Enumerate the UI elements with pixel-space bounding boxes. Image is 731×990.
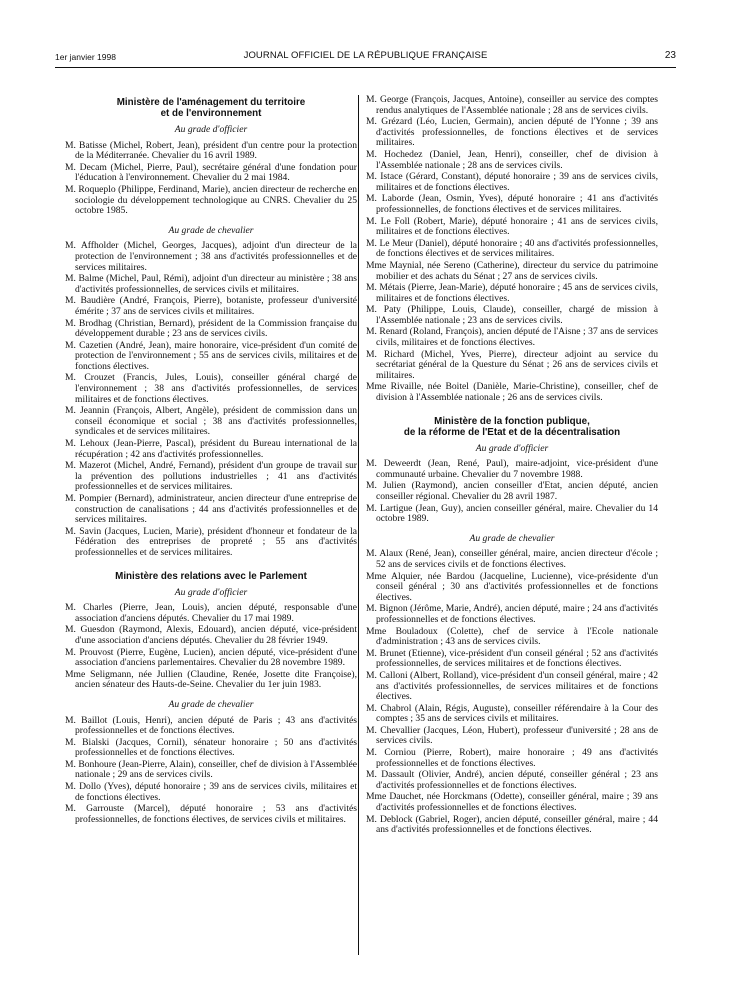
- nominee-entry: M. Dassault (Olivier, André), ancien député, conseiller général ; 23 ans d'activités professionnelles et de fonctions électives.: [366, 769, 658, 791]
- nominee-entry: M. Crouzet (Francis, Jules, Louis), conseiller général chargé de l'environnement ; 38 ans d'activités professionnelles, de services militaires et de fonctions électives.: [65, 372, 357, 405]
- entry-list: [65, 716, 357, 826]
- nominee-entry: M. Alaux (René, Jean), conseiller général, maire, ancien directeur d'école ; 52 ans de services civils et de fonctions électives.: [366, 548, 658, 570]
- nominee-entry: M. Jeannin (François, Albert, Angèle), président de commission dans un conseil économique et social ; 38 ans d'activités professionnelles, syndicales et de services militaires.: [65, 405, 357, 438]
- nominee-entry: M. Bignon (Jérôme, Marie, André), ancien député, maire ; 24 ans d'activités professionnelles et de fonctions électives.: [366, 603, 658, 625]
- grade-heading: Au grade de chevalier: [168, 698, 254, 710]
- nominee-entry: M. Pompier (Bernard), administrateur, ancien directeur d'une entreprise de construction de canalisations ; 44 ans d'activités professionnelles et de services militaires.: [65, 493, 357, 526]
- grade-heading: Au grade de chevalier: [469, 532, 555, 544]
- nominee-entry: M. Brodhag (Christian, Bernard), président de la Commission française du développement durable ; 23 ans de services civils.: [65, 317, 357, 340]
- nominee-entry: M. Laborde (Jean, Osmin, Yves), député honoraire ; 41 ans d'activités professionnelles, de fonctions électives et de services militaires.: [366, 193, 658, 215]
- nominee-entry: M. Calloni (Albert, Rolland), vice-président d'un conseil général, maire ; 42 ans d'activités professionnelles, de services militaires et de fonctions électives.: [366, 669, 658, 703]
- nominee-entry: M. Roqueplo (Philippe, Ferdinand, Marie), ancien directeur de recherche en sociologie du développement technologique au CNRS. Chevalier du 25 octobre 1985.: [65, 183, 357, 217]
- nominee-entry: Mme Rivaille, née Boitel (Danièle, Marie-Christine), conseiller, chef de division à l'Assemblée nationale ; 26 ans de services civils.: [366, 381, 658, 404]
- nominee-entry: M. Guesdon (Raymond, Alexis, Edouard), ancien député, vice-président d'une association d'anciens députés. Chevalier du 28 février 1949.: [65, 624, 357, 646]
- entry-list: [65, 241, 357, 558]
- nominee-entry: M. Savin (Jacques, Lucien, Marie), président d'honneur et fondateur de la Fédération des entreprises de propreté ; 55 ans d'activités professionnelles et de services militaires.: [65, 525, 357, 558]
- nominee-entry: M. Prouvost (Pierre, Eugène, Lucien), ancien député, vice-président d'une association d'anciens parlementaires. Chevalier du 28 novembre 1989.: [65, 646, 357, 669]
- nominee-entry: M. Brunet (Etienne), vice-président d'un conseil général ; 52 ans d'activités professionnelles, de services militaires et de fonctions électives.: [366, 647, 658, 670]
- nominee-entry: M. Garrouste (Marcel), député honoraire ; 53 ans d'activités professionnelles, de fonctions électives, de services civils et militaires.: [65, 803, 357, 825]
- nominee-entry: M. Renard (Roland, François), ancien député de l'Aisne ; 37 ans de services civils, militaires et de fonctions électives.: [366, 326, 658, 349]
- nominee-entry: M. Baillot (Louis, Henri), ancien député de Paris ; 43 ans d'activités professionnelles et de fonctions électives.: [65, 714, 357, 737]
- nominee-entry: M. Batisse (Michel, Robert, Jean), président d'un centre pour la protection de la Méditerranée. Chevalier du 16 avril 1989.: [65, 139, 357, 162]
- nominee-entry: M. Le Meur (Daniel), député honoraire ; 40 ans d'activités professionnelles, de fonctions électives et de services militaires.: [366, 237, 658, 260]
- section-heading: Ministère de la fonction publique, de la réforme de l'Etat et de la décentralisation: [403, 415, 621, 438]
- entry-list: [366, 459, 658, 525]
- header-date: 1er janvier 1998: [55, 52, 116, 62]
- nominee-entry: M. Charles (Pierre, Jean, Louis), ancien député, responsable d'une association d'anciens députés. Chevalier du 17 mai 1989.: [65, 602, 357, 624]
- nominee-entry: M. Le Foll (Robert, Marie), député honoraire ; 41 ans de services civils, militaires et de fonctions électives.: [366, 215, 658, 238]
- entry-list: [366, 95, 658, 404]
- nominee-entry: M. Lartigue (Jean, Guy), ancien conseiller général, maire. Chevalier du 14 octobre 1989.: [366, 502, 658, 525]
- nominee-entry: M. Corniou (Pierre, Robert), maire honoraire ; 49 ans d'activités professionnelles et de fonctions électives.: [366, 747, 658, 769]
- grade-heading: Au grade de chevalier: [168, 224, 254, 236]
- journal-title: JOURNAL OFFICIEL DE LA RÉPUBLIQUE FRANÇAISE: [243, 50, 488, 61]
- header-rule: [55, 67, 676, 68]
- right-column: [366, 95, 658, 837]
- nominee-entry: M. George (François, Jacques, Antoine), conseiller au service des comptes rendus analytiques de l'Assemblée nationale ; 28 ans de services civils.: [366, 94, 658, 116]
- entry-list: [65, 603, 357, 691]
- nominee-entry: M. Affholder (Michel, Georges, Jacques), adjoint d'un directeur de la protection de l'environnement ; 38 ans d'activités professionnelles et de services militaires.: [65, 240, 357, 273]
- nominee-entry: Mme Alquier, née Bardou (Jacqueline, Lucienne), vice-présidente d'un conseil général ; 30 ans d'activités professionnelles et de fonctions électives.: [366, 570, 658, 603]
- nominee-entry: M. Deblock (Gabriel, Roger), ancien député, conseiller général, maire ; 44 ans d'activités professionnelles et de fonctions électives.: [366, 813, 658, 836]
- nominee-entry: Mme Seligmann, née Jullien (Claudine, Renée, Josette dite Françoise), ancien sénateur des Hauts-de-Seine. Chevalier du 1er juin 1983.: [65, 668, 357, 691]
- nominee-entry: M. Mazerot (Michel, André, Fernand), président d'un groupe de travail sur la prévention des pollutions industrielles ; 41 ans d'activités professionnelles et de services militaires.: [65, 460, 357, 493]
- entry-list: [366, 549, 658, 835]
- section-heading: Ministère des relations avec le Parlement: [115, 570, 307, 582]
- nominee-entry: M. Grézard (Léo, Lucien, Germain), ancien député de l'Yonne ; 39 ans d'activités professionnelles, de fonctions électives et de services militaires.: [366, 116, 658, 149]
- nominee-entry: M. Chabrol (Alain, Régis, Auguste), conseiller référendaire à la Cour des comptes ; 35 ans de services civils et militaires.: [366, 702, 658, 725]
- nominee-entry: M. Dollo (Yves), député honoraire ; 39 ans de services civils, militaires et de fonctions électives.: [65, 781, 357, 803]
- entry-list: [65, 141, 357, 217]
- nominee-entry: M. Chevallier (Jacques, Léon, Hubert), professeur d'université ; 28 ans de services civils.: [366, 724, 658, 747]
- nominee-entry: M. Decam (Michel, Pierre, Paul), secrétaire général d'une fondation pour l'éducation à l'environnement. Chevalier du 2 mai 1984.: [65, 161, 357, 184]
- page-number: 23: [664, 50, 676, 61]
- page-header: [55, 50, 676, 66]
- nominee-entry: Mme Maynial, née Sereno (Catherine), directeur du service du patrimoine mobilier et des achats du Sénat ; 27 ans de services civils.: [366, 259, 658, 282]
- nominee-entry: M. Bonhoure (Jean-Pierre, Alain), conseiller, chef de division à l'Assemblée nationale ; 29 ans de services civils.: [65, 758, 358, 781]
- nominee-entry: M. Métais (Pierre, Jean-Marie), député honoraire ; 45 ans de services civils, militaires et de fonctions électives.: [366, 282, 658, 304]
- nominee-entry: M. Cazetien (André, Jean), maire honoraire, vice-président d'un comité de protection de l'environnement ; 55 ans de services civils, militaires et de fonctions électives.: [65, 339, 357, 372]
- nominee-entry: M. Balme (Michel, Paul, Rémi), adjoint d'un directeur au ministère ; 38 ans d'activités professionnelles, de services civils et militaires.: [65, 273, 357, 295]
- nominee-entry: Mme Dauchet, née Horckmans (Odette), conseiller général, maire ; 39 ans d'activités professionnelles et de fonctions électives.: [366, 791, 658, 814]
- grade-heading: Au grade d'officier: [174, 124, 248, 135]
- column-separator: [358, 95, 359, 955]
- nominee-entry: M. Paty (Philippe, Louis, Claude), conseiller, chargé de mission à l'Assemblée nationale ; 23 ans de services civils.: [366, 304, 658, 326]
- nominee-entry: Mme Bouladoux (Colette), chef de service à l'Ecole nationale d'administration ; 43 ans de services civils.: [366, 625, 658, 648]
- grade-heading: Au grade d'officier: [475, 442, 549, 454]
- nominee-entry: M. Lehoux (Jean-Pierre, Pascal), président du Bureau international de la récupération ; 42 ans d'activités professionnelles.: [65, 438, 357, 460]
- grade-heading: Au grade d'officier: [174, 586, 248, 598]
- section-heading: Ministère de l'aménagement du territoire et de l'environnement: [116, 97, 306, 119]
- left-column: [65, 95, 357, 826]
- nominee-entry: M. Richard (Michel, Yves, Pierre), directeur adjoint au service du secrétariat général de la Questure du Sénat ; 26 ans de services civils et militaires.: [366, 348, 658, 381]
- nominee-entry: M. Deweerdt (Jean, René, Paul), maire-adjoint, vice-président d'une communauté urbaine. Chevalier du 7 novembre 1988.: [366, 458, 658, 480]
- nominee-entry: M. Istace (Gérard, Constant), député honoraire ; 39 ans de services civils, militaires et de fonctions électives.: [366, 171, 658, 193]
- nominee-entry: M. Julien (Raymond), ancien conseiller d'Etat, ancien député, ancien conseiller régional. Chevalier du 28 avril 1987.: [366, 480, 658, 502]
- nominee-entry: M. Bialski (Jacques, Cornil), sénateur honoraire ; 50 ans d'activités professionnelles et de fonctions électives.: [65, 736, 357, 759]
- nominee-entry: M. Hochedez (Daniel, Jean, Henri), conseiller, chef de division à l'Assemblée nationale ; 28 ans de services civils.: [366, 148, 658, 171]
- nominee-entry: M. Baudière (André, François, Pierre), botaniste, professeur d'université émérite ; 37 ans de services civils et militaires.: [65, 295, 357, 317]
